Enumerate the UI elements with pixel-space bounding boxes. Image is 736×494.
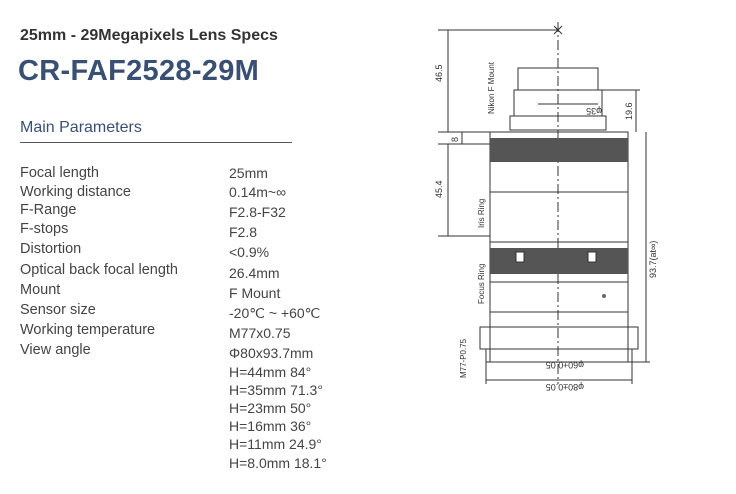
nikon-mount-label: Nikon F Mount	[487, 61, 496, 114]
focus-ring-label: Focus Ring	[477, 263, 486, 304]
param-label: Focal length	[20, 165, 99, 181]
knurled-mount-ring	[490, 138, 628, 162]
param-label: Working distance	[20, 184, 131, 200]
dim-label-19-6: 19.6	[624, 102, 634, 120]
param-value: <0.9%	[229, 244, 270, 260]
view-angle-value: H=44mm 84°	[229, 364, 312, 380]
param-label: F-stops	[20, 221, 69, 237]
section-title-main-parameters: Main Parameters	[20, 119, 142, 136]
param-value: Φ80x93.7mm	[229, 345, 314, 361]
param-label: Sensor size	[20, 302, 96, 318]
param-value: F Mount	[229, 285, 281, 301]
param-value: F2.8	[229, 224, 258, 240]
iris-ring-label: Iris Ring	[477, 198, 486, 228]
view-angle-value: H=23mm 50°	[229, 400, 312, 416]
param-value: -20℃ ~ +60℃	[229, 305, 321, 321]
param-value: 25mm	[229, 165, 268, 181]
dia-80-label: φ80±0.05	[545, 382, 584, 392]
param-value: F2.8-F32	[229, 204, 286, 220]
view-angle-value: H=11mm 24.9°	[229, 436, 322, 452]
dim-label-45-4: 45.4	[434, 180, 444, 198]
param-value: M77x0.75	[229, 325, 291, 341]
view-angle-value: H=35mm 71.3°	[229, 382, 323, 398]
section-divider	[20, 142, 292, 143]
dim-label-93-7: 93.7(at∞)	[648, 240, 658, 278]
lens-dimension-drawing	[418, 12, 668, 392]
param-label: F-Range	[20, 202, 77, 218]
view-angle-value: H=16mm 36°	[229, 418, 312, 434]
param-value: 26.4mm	[229, 265, 280, 281]
phi35-label: φ35	[586, 106, 602, 116]
thread-label: M77-P0.75	[459, 338, 468, 378]
view-angle-value: H=8.0mm 18.1°	[229, 455, 327, 471]
model-number-title: CR-FAF2528-29M	[18, 55, 260, 87]
index-dot	[602, 294, 606, 298]
knurled-focus-ring	[490, 248, 628, 274]
param-label: Mount	[20, 282, 61, 298]
dim-label-46-5: 46.5	[434, 64, 444, 82]
param-label: View angle	[20, 342, 91, 358]
lens-spec-subtitle: 25mm - 29Megapixels Lens Specs	[20, 27, 278, 44]
dia-60-label: φ60±0.05	[545, 360, 584, 370]
front-thread	[480, 327, 638, 349]
focus-lock-screw-right	[588, 252, 596, 262]
param-value: 0.14m~∞	[229, 184, 287, 200]
param-label: Optical back focal length	[20, 262, 178, 278]
dim-label-8: 8	[450, 136, 460, 142]
param-label: Distortion	[20, 241, 82, 257]
focus-lock-screw-left	[516, 252, 524, 262]
param-label: Working temperature	[20, 322, 156, 338]
